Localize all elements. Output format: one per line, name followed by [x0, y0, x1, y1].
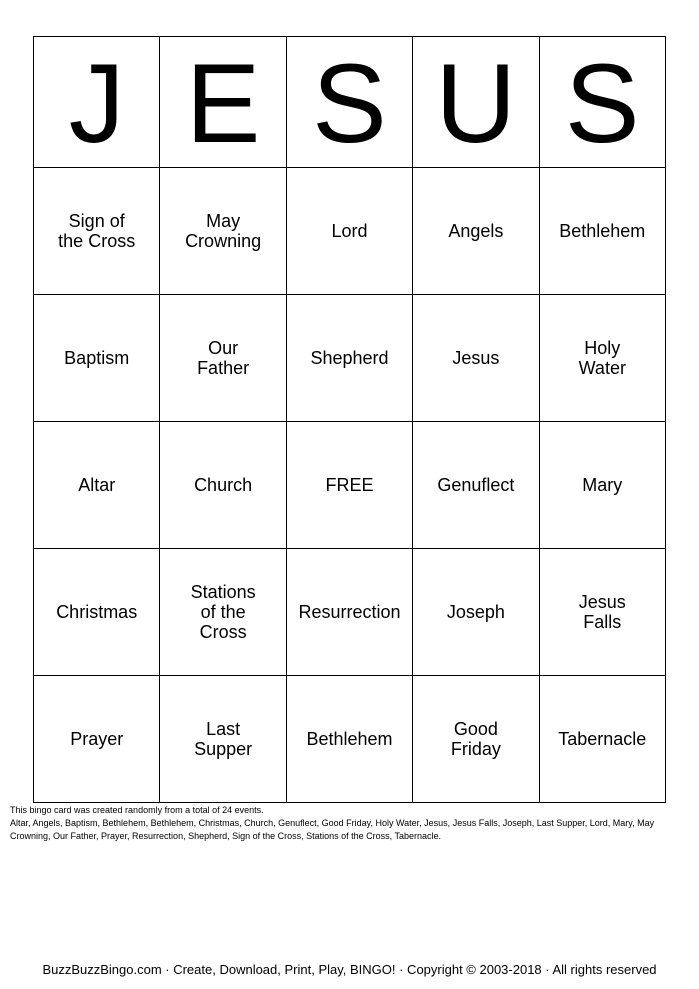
footer-copyright: BuzzBuzzBingo.com · Create, Download, Print, Play, BINGO! · Copyright © 2003-2018 · All rights reserved [42, 962, 657, 977]
header-letter: U [413, 37, 539, 168]
cell-text: Tabernacle [558, 729, 647, 749]
card-cell [413, 295, 539, 422]
card-cell [286, 295, 412, 422]
header-letter: J [34, 37, 160, 168]
card-cell [413, 676, 539, 803]
cell-text: Last Supper [194, 719, 253, 759]
card-cell [34, 549, 160, 676]
card-cell [160, 168, 286, 295]
cell-text: Jesus Falls [578, 592, 626, 632]
free-cell [286, 422, 412, 549]
card-cell [413, 168, 539, 295]
header-row [34, 37, 666, 168]
cell-text: FREE [325, 475, 374, 495]
card-cell [539, 168, 665, 295]
cell-text: Stations of the Cross [190, 582, 256, 642]
cell-text: Lord [331, 221, 368, 241]
card-cell [34, 676, 160, 803]
events-list-text: Altar, Angels, Baptism, Bethlehem, Bethlehem, Christmas, Church, Genuflect, Good Friday, Holy Water, Jesus, Jesus Falls, Joseph, Last Supper, Lord, Mary, May Crowning, Our Father, Prayer, Resurrection, Shepherd, Sign of the Cross, Stations of the Cross, Tabernacle. [10, 818, 655, 841]
card-cell [286, 168, 412, 295]
cell-text: Altar [78, 475, 116, 495]
cell-text: Sign of the Cross [58, 211, 136, 251]
header-letter: S [539, 37, 665, 168]
cell-text: May Crowning [185, 211, 262, 251]
events-note [10, 804, 694, 843]
card-cell [160, 549, 286, 676]
cell-text: Shepherd [310, 348, 389, 368]
cell-text: Holy Water [578, 338, 626, 378]
cell-text: Mary [582, 475, 623, 495]
card-row [34, 168, 666, 295]
card-cell [160, 422, 286, 549]
card-row [34, 422, 666, 549]
card-cell [413, 549, 539, 676]
cell-text: Prayer [70, 729, 124, 749]
cell-text: Christmas [56, 602, 138, 622]
card-cell [539, 422, 665, 549]
cell-text: Joseph [446, 602, 505, 622]
card-cell [34, 422, 160, 549]
events-count-text: This bingo card was created randomly from a total of 24 events. [10, 805, 264, 815]
cell-text: Church [194, 475, 253, 495]
cell-text: Angels [448, 221, 504, 241]
cell-text: Genuflect [437, 475, 515, 495]
header-letter: E [160, 37, 286, 168]
card-cell [34, 295, 160, 422]
card-cell [539, 676, 665, 803]
card-cell [286, 676, 412, 803]
card-cell [286, 549, 412, 676]
cell-text: Good Friday [450, 719, 501, 759]
cell-text: Baptism [64, 348, 130, 368]
cell-text: Resurrection [298, 602, 401, 622]
card-cell [539, 549, 665, 676]
card-cell [160, 676, 286, 803]
card-row [34, 676, 666, 803]
card-cell [413, 422, 539, 549]
card-row [34, 295, 666, 422]
cell-text: Bethlehem [559, 221, 646, 241]
header-letter: S [286, 37, 412, 168]
card-row [34, 549, 666, 676]
bingo-card [33, 36, 666, 803]
cell-text: Jesus [452, 348, 500, 368]
card-cell [34, 168, 160, 295]
cell-text: Our Father [197, 338, 250, 378]
cell-text: Bethlehem [306, 729, 393, 749]
card-cell [160, 295, 286, 422]
card-cell [539, 295, 665, 422]
